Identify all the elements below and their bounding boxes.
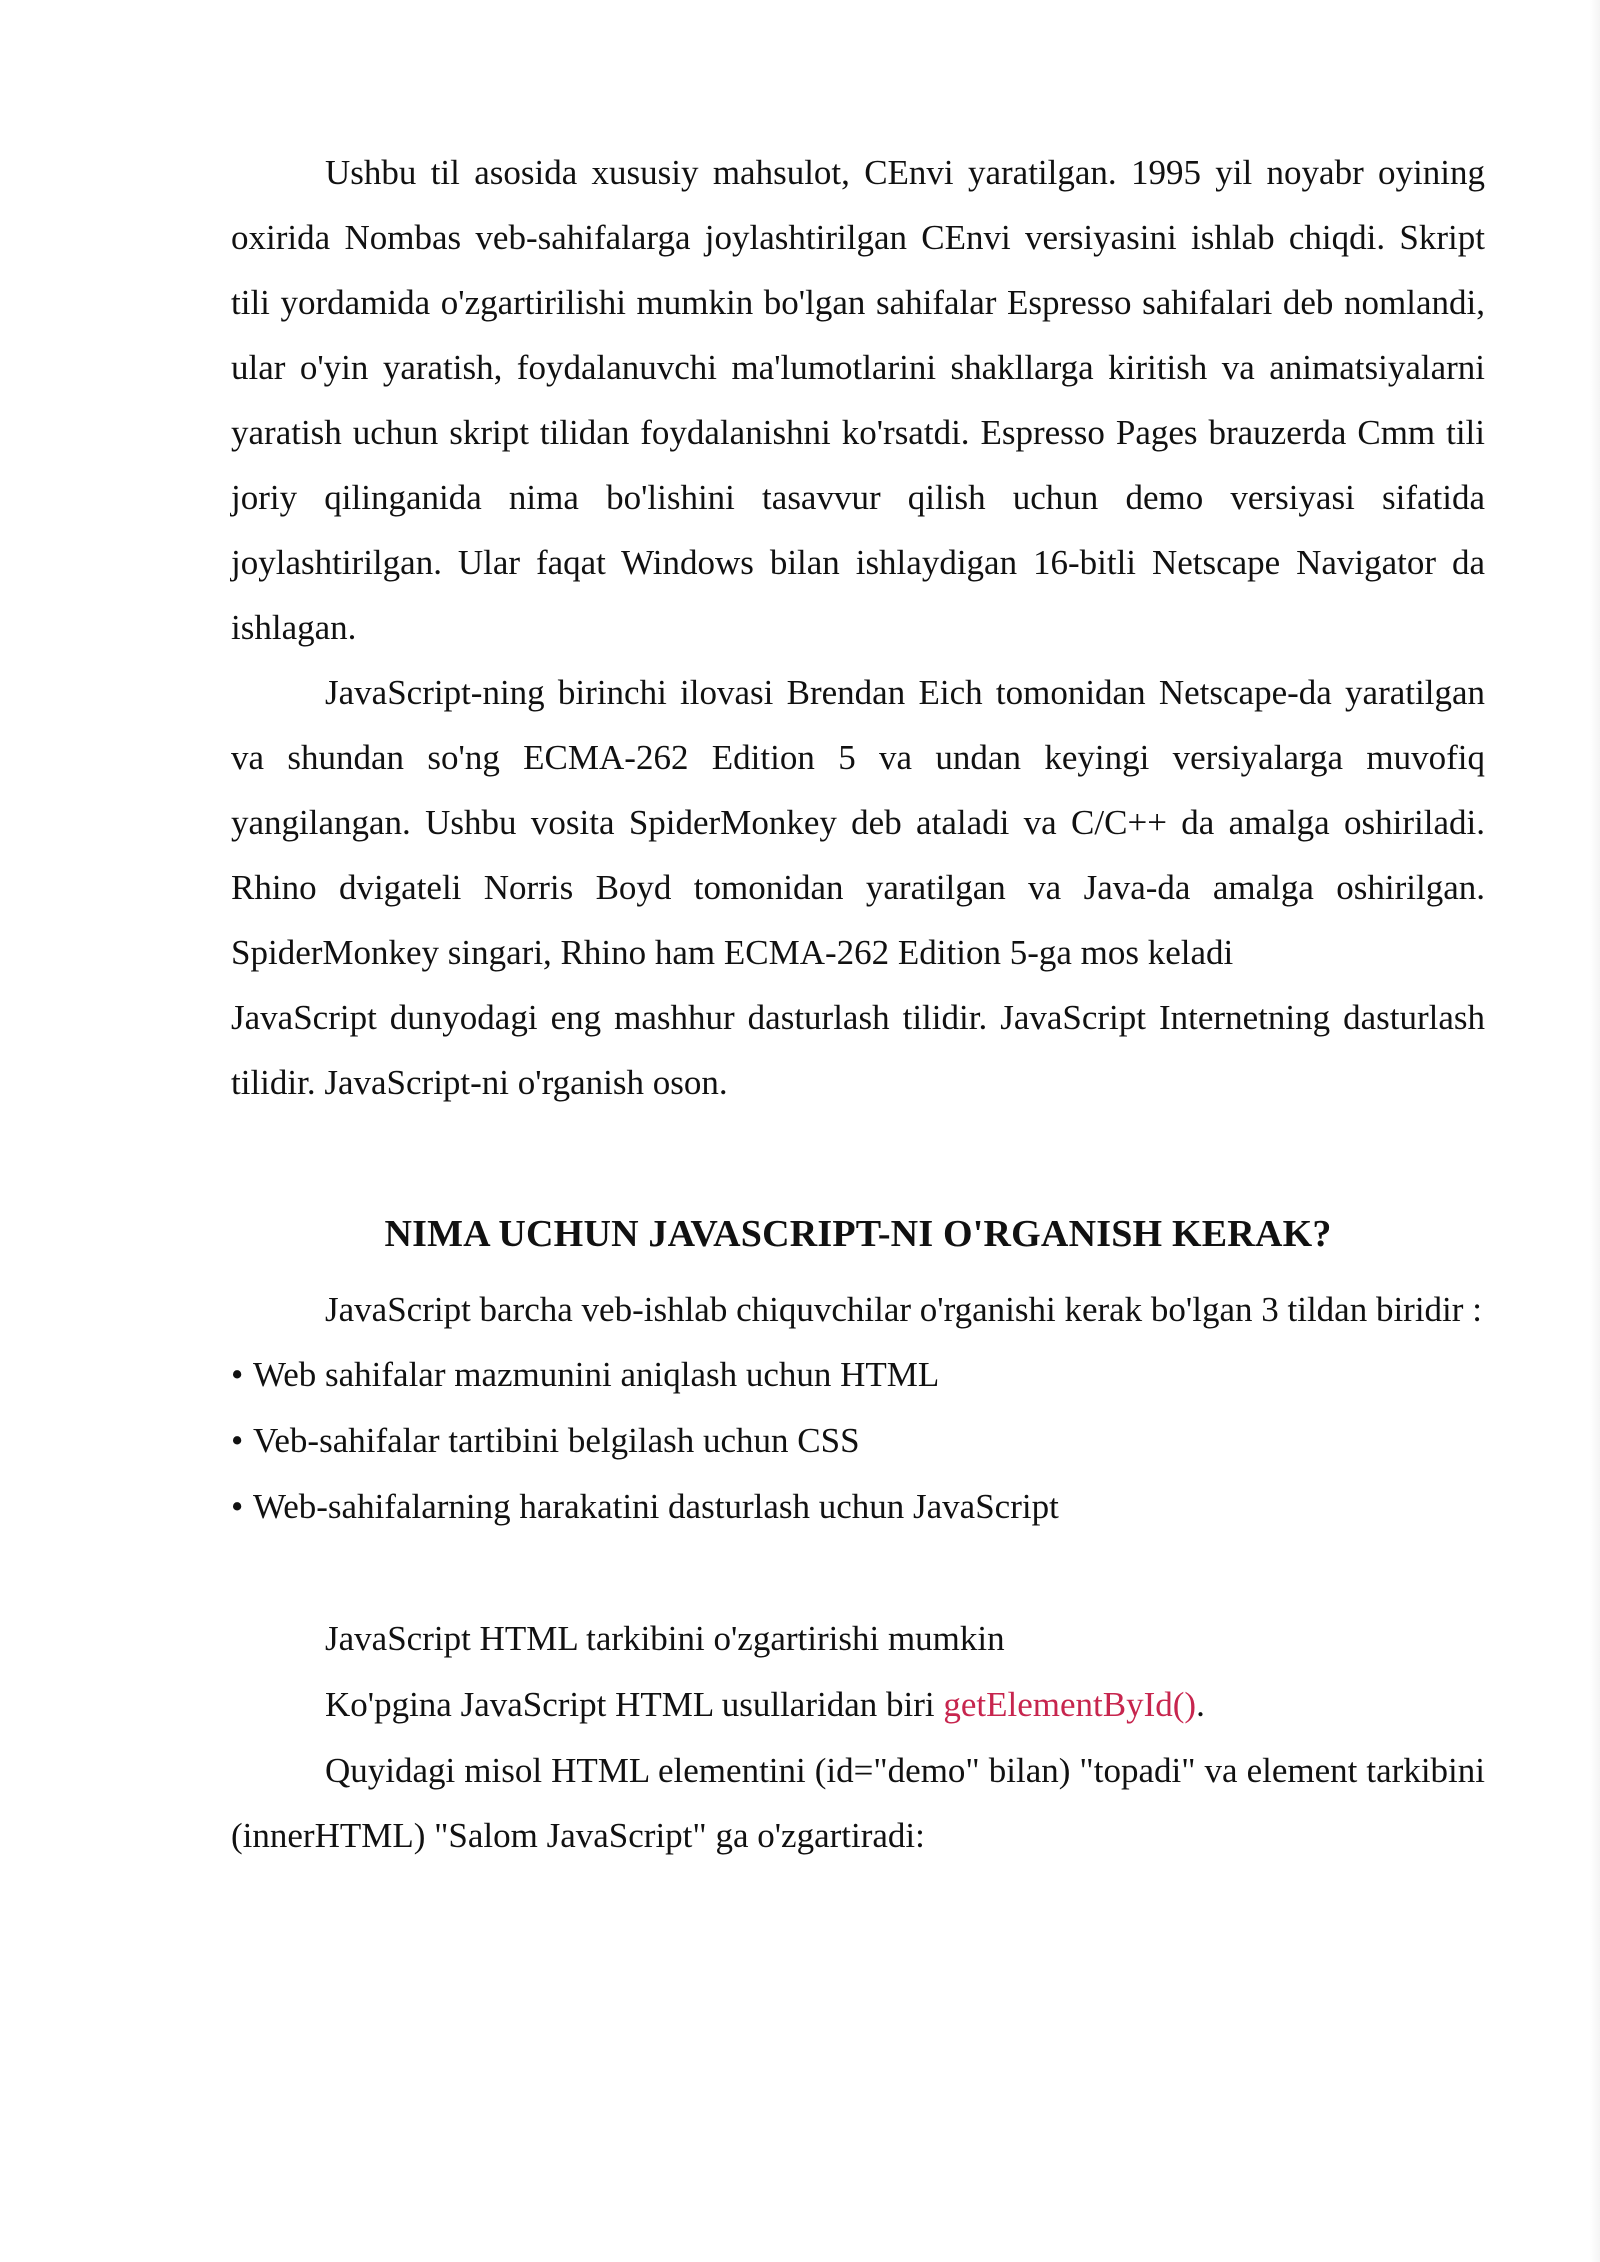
- page-edge-shadow: [1590, 0, 1600, 2262]
- blank-line: [231, 1540, 1485, 1606]
- list-item-javascript: [231, 1474, 1485, 1540]
- list-item-html: [231, 1342, 1485, 1408]
- list-item-text: Veb-sahifalar tartibini belgilash uchun CSS: [253, 1421, 860, 1460]
- section-heading: NIMA UCHUN JAVASCRIPT-NI O'RGANISH KERAK?: [384, 1213, 1332, 1255]
- getelementbyid-prefix: Ko'pgina JavaScript HTML usullaridan biri: [325, 1685, 944, 1724]
- paragraph-three-languages: JavaScript barcha veb-ishlab chiquvchilar o'rganishi kerak bo'lgan 3 tildan biridir :: [325, 1290, 1482, 1329]
- bullet-icon: •: [231, 1355, 244, 1394]
- list-item-css: [231, 1408, 1485, 1474]
- list-item-text: Web-sahifalarning harakatini dasturlash uchun JavaScript: [253, 1487, 1059, 1526]
- getelementbyid-suffix: .: [1196, 1685, 1205, 1724]
- bullet-icon: •: [231, 1421, 244, 1460]
- paragraph-javascript-popularity: JavaScript dunyodagi eng mashhur dasturlash tilidir. JavaScript Internetning dasturlash tilidir. JavaScript-ni o'rganish oson.: [231, 998, 1485, 1102]
- languages-bullet-list: [231, 1342, 1485, 1540]
- getelementbyid-code: getElementById(): [943, 1685, 1197, 1724]
- paragraph-example-description: Quyidagi misol HTML elementini (id="demo" bilan) "topadi" va element tarkibini (innerHTML) "Salom JavaScript" ga o'zgartiradi:: [231, 1751, 1485, 1855]
- bullet-icon: •: [231, 1487, 244, 1526]
- paragraph-change-html: JavaScript HTML tarkibini o'zgartirishi mumkin: [325, 1619, 1005, 1658]
- section-spacer: [231, 1115, 1485, 1203]
- paragraph-getelementbyid: [231, 1672, 1485, 1738]
- list-item-text: Web sahifalar mazmunini aniqlash uchun HTML: [253, 1355, 940, 1394]
- paragraph-cenvi-history: Ushbu til asosida xususiy mahsulot, CEnvi yaratilgan. 1995 yil noyabr oyining oxirida Nombas veb-sahifalarga joylashtirilgan CEnvi versiyasini ishlab chiqdi. Skript tili yordamida o'zgartirilishi mumkin bo'lgan sahifalar Espresso sahifalari deb nomlandi, ular o'yin yaratish, foydalanuvchi ma'lumotlarini shakllarga kiritish va animatsiyalarni yaratish uchun skript tilidan foydalanishni ko'rsatdi. Espresso Pages brauzerda Cmm tili joriy qilinganida nima bo'lishini tasavvur qilish uchun demo versiyasi sifatida joylashtirilgan. Ular faqat Windows bilan ishlaydigan 16-bitli Netscape Navigator da ishlagan.: [231, 153, 1485, 647]
- paragraph-javascript-engines: JavaScript-ning birinchi ilovasi Brendan Eich tomonidan Netscape-da yaratilgan va shundan so'ng ECMA-262 Edition 5 va undan keyingi versiyalarga muvofiq yangilangan. Ushbu vosita SpiderMonkey deb ataladi va C/C++ da amalga oshiriladi. Rhino dvigateli Norris Boyd tomonidan yaratilgan va Java-da amalga oshirilgan. SpiderMonkey singari, Rhino ham ECMA-262 Edition 5-ga mos keladi: [231, 673, 1485, 972]
- document-body: [231, 140, 1485, 1868]
